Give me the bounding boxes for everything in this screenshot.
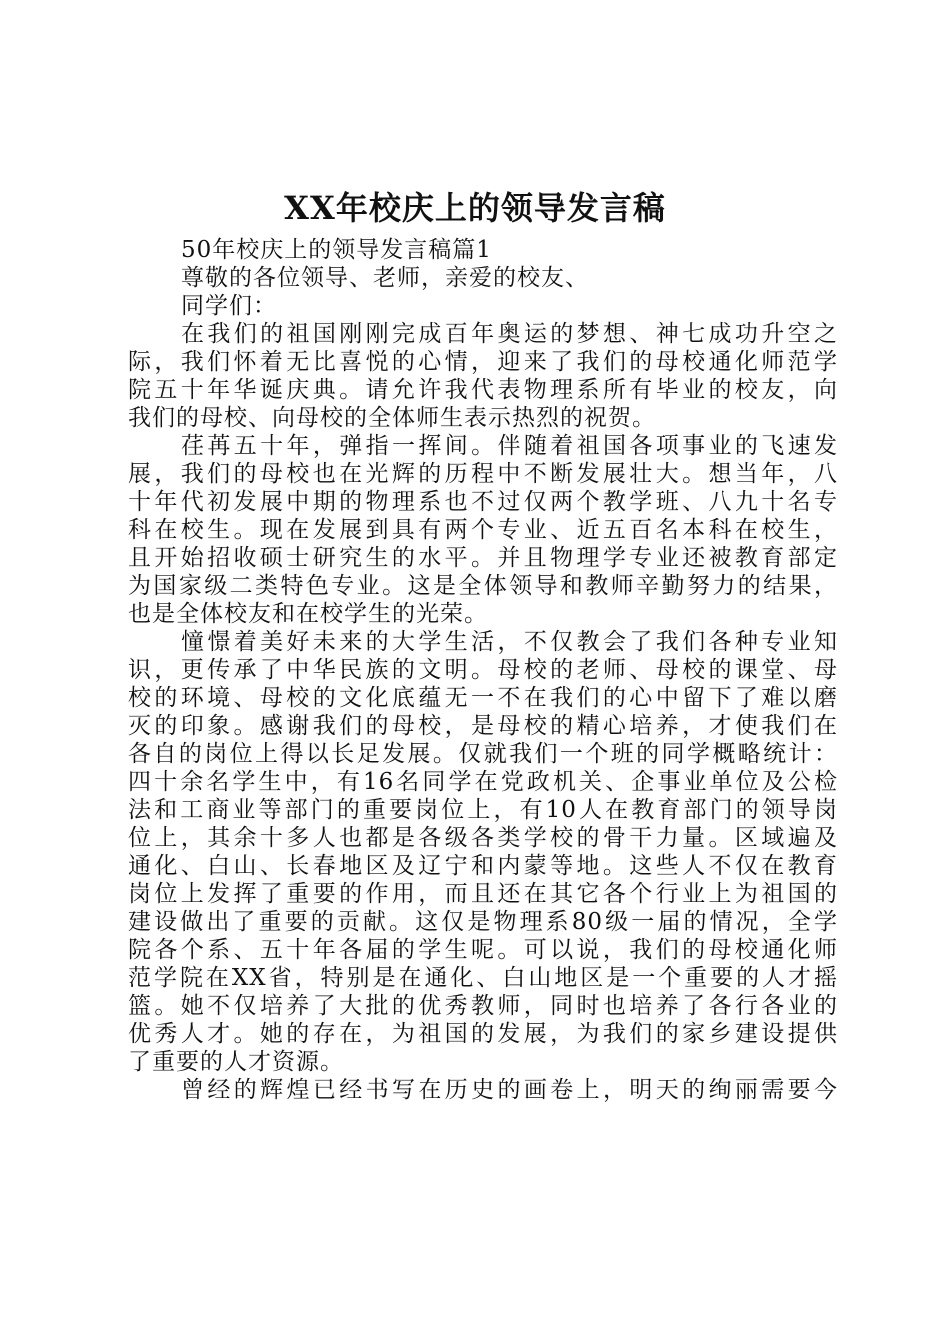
text-line: 建设做出了重要的贡献。这仅是物理系80级一届的情况，全学	[128, 909, 838, 935]
text-line: 优秀人才。她的存在，为祖国的发展，为我们的家乡建设提供	[128, 1021, 838, 1047]
text-line: 际，我们怀着无比喜悦的心情，迎来了我们的母校通化师范学	[128, 349, 838, 375]
text-line: 尊敬的各位领导、老师，亲爱的校友、	[181, 265, 589, 291]
text-line: 科在校生。现在发展到具有两个专业、近五百名本科在校生，	[128, 517, 838, 543]
text-line: 也是全体校友和在校学生的光荣。	[128, 601, 488, 627]
text-line: 憧憬着美好未来的大学生活，不仅教会了我们各种专业知	[181, 629, 838, 655]
text-line: 且开始招收硕士研究生的水平。并且物理学专业还被教育部定	[128, 545, 838, 571]
text-line: 50年校庆上的领导发言稿篇1	[181, 237, 492, 263]
text-line: 同学们：	[181, 293, 277, 319]
text-line: 曾经的辉煌已经书写在历史的画卷上，明天的绚丽需要今	[181, 1077, 838, 1103]
text-line: 校的环境、母校的文化底蕴无一不在我们的心中留下了难以磨	[128, 685, 838, 711]
text-line: 院各个系、五十年各届的学生呢。可以说，我们的母校通化师	[128, 937, 838, 963]
text-line: 四十余名学生中，有16名同学在党政机关、企事业单位及公检	[128, 769, 838, 795]
text-line: 在我们的祖国刚刚完成百年奥运的梦想、神七成功升空之	[181, 321, 838, 347]
text-line: 荏苒五十年，弹指一挥间。伴随着祖国各项事业的飞速发	[181, 433, 838, 459]
text-line: 灭的印象。感谢我们的母校，是母校的精心培养，才使我们在	[128, 713, 838, 739]
text-line: 篮。她不仅培养了大批的优秀教师，同时也培养了各行各业的	[128, 993, 838, 1019]
text-line: 展，我们的母校也在光辉的历程中不断发展壮大。想当年，八	[128, 461, 838, 487]
text-line: 范学院在XX省，特别是在通化、白山地区是一个重要的人才摇	[128, 965, 838, 991]
document-body	[128, 236, 838, 1104]
text-line: 位上，其余十多人也都是各级各类学校的骨干力量。区域遍及	[128, 825, 838, 851]
text-line: 法和工商业等部门的重要岗位上，有10人在教育部门的领导岗	[128, 797, 838, 823]
text-line: 院五十年华诞庆典。请允许我代表物理系所有毕业的校友，向	[128, 377, 838, 403]
text-line: 为国家级二类特色专业。这是全体领导和教师辛勤努力的结果，	[128, 573, 838, 599]
text-line: 通化、白山、长春地区及辽宁和内蒙等地。这些人不仅在教育	[128, 853, 838, 879]
text-line: 了重要的人才资源。	[128, 1049, 344, 1075]
text-line: 我们的母校、向母校的全体师生表示热烈的祝贺。	[128, 405, 656, 431]
document-title: XX年校庆上的领导发言稿	[284, 189, 666, 227]
text-line: 识，更传承了中华民族的文明。母校的老师、母校的课堂、母	[128, 657, 838, 683]
text-line: 岗位上发挥了重要的作用，而且还在其它各个行业上为祖国的	[128, 881, 838, 907]
text-line: 十年代初发展中期的物理系也不过仅两个教学班、八九十名专	[128, 489, 838, 515]
text-line: 各自的岗位上得以长足发展。仅就我们一个班的同学概略统计：	[128, 741, 838, 767]
